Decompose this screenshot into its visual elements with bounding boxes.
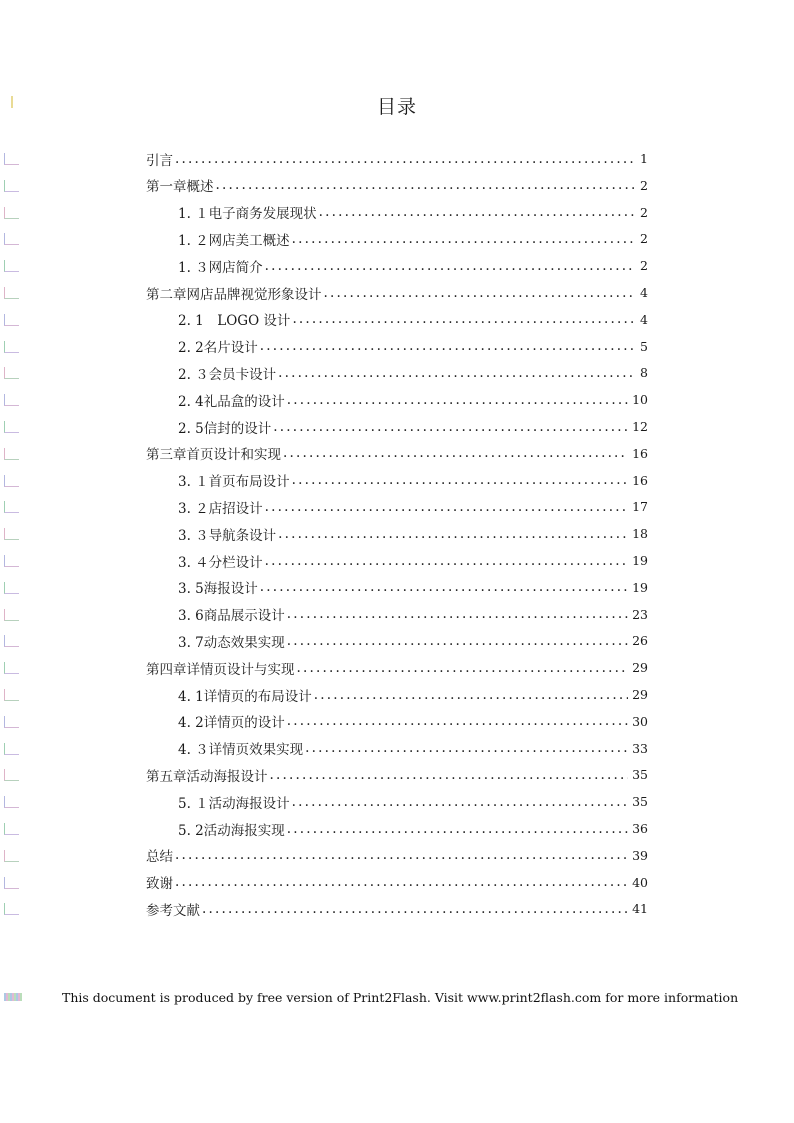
toc-page-number: 29 bbox=[632, 687, 648, 702]
dot-leader bbox=[260, 338, 634, 354]
toc-page-number: 30 bbox=[632, 713, 648, 729]
dot-leader bbox=[265, 499, 628, 515]
margin-mark bbox=[4, 609, 19, 621]
toc-entry[interactable] bbox=[178, 359, 648, 386]
toc-entry-label: 4. ３详情页效果实现 bbox=[178, 742, 304, 759]
margin-mark bbox=[4, 475, 19, 487]
toc-entry[interactable] bbox=[178, 708, 648, 735]
toc-page-number: 33 bbox=[632, 740, 648, 756]
dot-leader bbox=[305, 740, 628, 756]
dot-leader bbox=[292, 231, 634, 247]
toc-page-number: 39 bbox=[632, 847, 648, 863]
toc-entry-label: 3. 7动态效果实现 bbox=[178, 634, 285, 651]
toc-entry-label: 1. ２网店美工概述 bbox=[178, 232, 290, 249]
toc-page-number: 16 bbox=[632, 445, 648, 461]
dot-leader bbox=[265, 553, 628, 569]
margin-mark bbox=[4, 716, 19, 728]
margin-mark bbox=[4, 662, 19, 674]
dot-leader bbox=[292, 794, 628, 810]
toc-entry[interactable] bbox=[178, 735, 648, 762]
toc-entry-label: 2. ３会员卡设计 bbox=[178, 366, 277, 383]
toc-page-number: 18 bbox=[632, 526, 648, 542]
toc-page-number: 35 bbox=[632, 767, 648, 783]
toc-entry[interactable] bbox=[178, 627, 648, 654]
margin-mark bbox=[4, 287, 19, 299]
toc-page-number: 5 bbox=[640, 338, 648, 354]
dot-leader bbox=[260, 579, 628, 595]
margin-mark bbox=[4, 394, 19, 406]
dot-leader bbox=[270, 767, 629, 783]
toc-entry[interactable] bbox=[146, 842, 648, 869]
toc-entry[interactable] bbox=[146, 440, 648, 467]
dot-leader bbox=[287, 821, 628, 837]
margin-mark bbox=[4, 341, 19, 353]
dot-leader bbox=[292, 311, 634, 327]
toc-entry-label: 总结 bbox=[146, 849, 173, 866]
page-title: 目录 bbox=[376, 96, 417, 118]
toc-entry[interactable] bbox=[146, 761, 648, 788]
margin-mark bbox=[4, 582, 19, 594]
toc-entry[interactable] bbox=[178, 681, 648, 708]
dot-leader bbox=[278, 365, 634, 381]
toc-entry-label: 参考文献 bbox=[146, 902, 200, 919]
toc-page-number: 10 bbox=[632, 392, 648, 408]
toc-page-number: 36 bbox=[632, 821, 648, 836]
toc-page-number: 2 bbox=[640, 258, 648, 274]
margin-mark bbox=[4, 260, 19, 272]
toc-entry-label: 第三章首页设计和实现 bbox=[146, 447, 281, 464]
toc-page-number: 2 bbox=[640, 231, 648, 247]
toc-page-number: 41 bbox=[632, 901, 648, 917]
toc-page-number: 19 bbox=[632, 553, 648, 568]
toc-page-number: 19 bbox=[632, 579, 648, 595]
margin-mark bbox=[4, 850, 19, 862]
toc-entry-label: 3. ３导航条设计 bbox=[178, 527, 277, 544]
dot-leader bbox=[287, 606, 628, 622]
toc-entry-label: 第五章活动海报设计 bbox=[146, 768, 268, 785]
toc-entry-label: 4. 1详情页的布局设计 bbox=[178, 688, 312, 705]
dot-leader bbox=[314, 687, 628, 703]
toc-entry-label: 1. １电子商务发展现状 bbox=[178, 206, 317, 223]
toc-entry-label: 3. ４分栏设计 bbox=[178, 554, 263, 571]
margin-mark bbox=[4, 233, 19, 245]
dot-leader bbox=[287, 633, 628, 649]
toc-entry-label: 第二章网店品牌视觉形象设计 bbox=[146, 286, 322, 303]
toc-entry-label: 3. 6商品展示设计 bbox=[178, 608, 285, 625]
margin-mark bbox=[4, 367, 19, 379]
toc-entry[interactable] bbox=[178, 493, 648, 520]
toc-entry[interactable] bbox=[146, 895, 648, 922]
toc-entry[interactable] bbox=[178, 547, 648, 574]
toc-page-number: 26 bbox=[632, 633, 648, 649]
toc-entry[interactable] bbox=[178, 333, 648, 360]
toc-entry-label: 1. ３网店简介 bbox=[178, 259, 263, 276]
toc-page-number: 40 bbox=[632, 874, 648, 890]
toc-entry-label: 2. 5信封的设计 bbox=[178, 420, 272, 437]
toc-entry-label: 2. 1 LOGO 设计 bbox=[178, 313, 291, 330]
toc-entry-label: 第四章详情页设计与实现 bbox=[146, 661, 295, 678]
print2flash-icon bbox=[4, 993, 22, 1001]
margin-mark bbox=[4, 207, 19, 219]
dot-leader bbox=[175, 151, 634, 167]
margin-mark bbox=[4, 796, 19, 808]
margin-mark bbox=[4, 769, 19, 781]
dot-leader bbox=[297, 660, 629, 676]
dot-leader bbox=[292, 472, 628, 488]
toc-entry-label: 第一章概述 bbox=[146, 179, 214, 196]
toc-entry-label: 2. 2名片设计 bbox=[178, 340, 258, 357]
toc-entry[interactable] bbox=[178, 788, 648, 815]
toc-entry-label: 5. １活动海报设计 bbox=[178, 795, 290, 812]
toc-entry-label: 致谢 bbox=[146, 876, 173, 893]
toc-entry[interactable] bbox=[178, 520, 648, 547]
toc-page-number: 17 bbox=[632, 499, 648, 515]
toc-entry[interactable] bbox=[178, 252, 648, 279]
dot-leader bbox=[175, 874, 628, 890]
dot-leader bbox=[202, 901, 628, 917]
toc-entry-label: 4. 2详情页的设计 bbox=[178, 715, 285, 732]
dot-leader bbox=[273, 419, 628, 435]
toc-entry[interactable] bbox=[178, 413, 648, 440]
footer-notice: This document is produced by free version of Print2Flash. Visit www.print2flash.com for more information bbox=[62, 990, 739, 1005]
dot-leader bbox=[278, 526, 628, 542]
toc-entry-label: 3. １首页布局设计 bbox=[178, 474, 290, 491]
dot-leader bbox=[287, 392, 628, 408]
toc-entry[interactable] bbox=[178, 601, 648, 628]
dot-leader bbox=[287, 713, 628, 729]
margin-mark bbox=[4, 555, 19, 567]
toc-entry[interactable] bbox=[178, 815, 648, 842]
toc-page-number: 4 bbox=[640, 285, 648, 300]
dot-leader bbox=[216, 177, 635, 193]
dot-leader bbox=[283, 445, 628, 461]
toc-entry[interactable] bbox=[178, 467, 648, 494]
toc-entry[interactable] bbox=[146, 869, 648, 896]
toc-entry[interactable] bbox=[178, 306, 648, 333]
toc-entry-label: 3. ２店招设计 bbox=[178, 500, 263, 517]
margin-mark bbox=[4, 421, 19, 433]
dot-leader bbox=[175, 847, 628, 863]
toc-page-number: 2 bbox=[640, 177, 648, 193]
toc-entry-label: 3. 5海报设计 bbox=[178, 581, 258, 598]
margin-mark bbox=[11, 96, 13, 108]
toc-page-number: 16 bbox=[632, 472, 648, 488]
toc-entry[interactable] bbox=[146, 145, 648, 172]
toc-entry[interactable] bbox=[146, 279, 648, 306]
toc-entry[interactable] bbox=[178, 386, 648, 413]
dot-leader bbox=[265, 258, 634, 274]
dot-leader bbox=[324, 285, 635, 301]
margin-mark bbox=[4, 743, 19, 755]
margin-mark bbox=[4, 314, 19, 326]
margin-mark bbox=[4, 689, 19, 701]
toc-entry[interactable] bbox=[146, 172, 648, 199]
margin-mark bbox=[4, 153, 19, 165]
margin-mark bbox=[4, 635, 19, 647]
margin-mark bbox=[4, 877, 19, 889]
toc-page-number: 1 bbox=[640, 151, 648, 166]
margin-mark bbox=[4, 501, 19, 513]
margin-mark bbox=[4, 823, 19, 835]
toc-page-number: 12 bbox=[632, 419, 648, 434]
toc-entry-label: 5. 2活动海报实现 bbox=[178, 822, 285, 839]
toc-page-number: 35 bbox=[632, 794, 648, 810]
toc-page-number: 23 bbox=[632, 606, 648, 622]
margin-mark bbox=[4, 448, 19, 460]
toc-entry[interactable] bbox=[178, 225, 648, 252]
toc-page-number: 8 bbox=[640, 365, 648, 381]
margin-mark bbox=[4, 903, 19, 915]
toc-page-number: 29 bbox=[632, 660, 648, 676]
toc-entry-label: 引言 bbox=[146, 152, 173, 169]
toc-page-number: 2 bbox=[640, 204, 648, 220]
toc-entry-label: 2. 4礼品盒的设计 bbox=[178, 393, 285, 410]
margin-mark bbox=[4, 528, 19, 540]
toc-entry[interactable] bbox=[146, 654, 648, 681]
margin-mark bbox=[4, 180, 19, 192]
toc-page-number: 4 bbox=[640, 311, 648, 327]
toc-entry[interactable] bbox=[178, 574, 648, 601]
toc-entry[interactable] bbox=[178, 199, 648, 226]
dot-leader bbox=[319, 204, 634, 220]
